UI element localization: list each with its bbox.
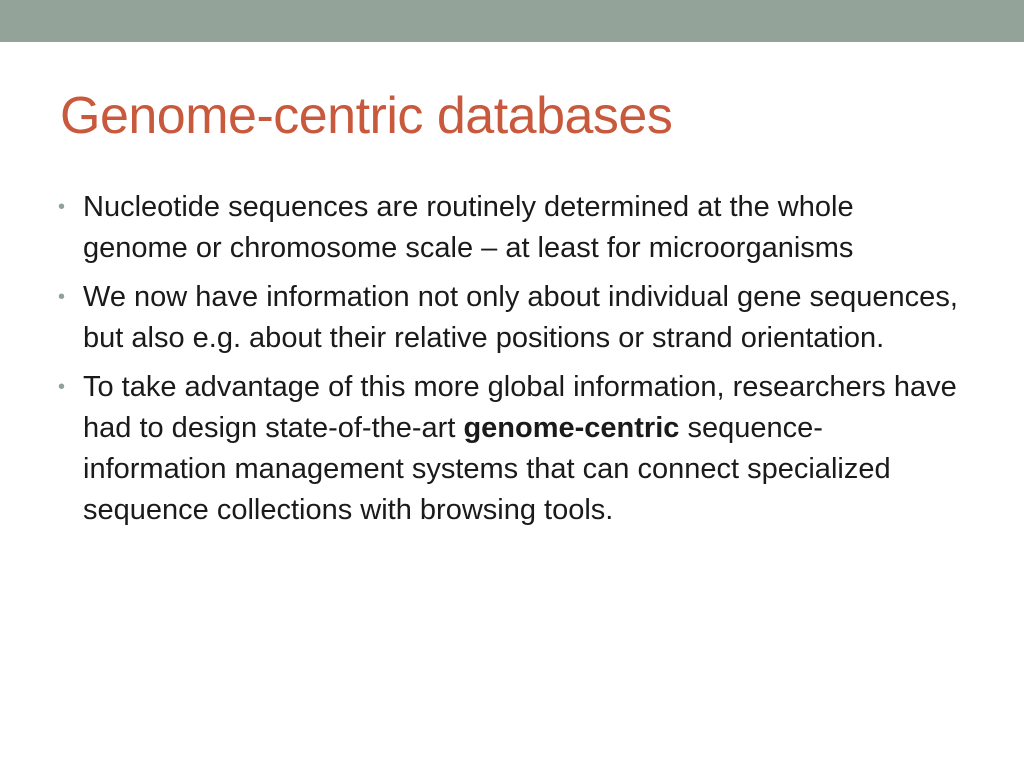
bullet-text-before: To take advantage of this more global information, researchers have had to design state-of-the-art <box>83 371 957 444</box>
top-accent-bar <box>0 0 1024 42</box>
bullet-text-after: sequence-information management systems that can connect specialized sequence collections with browsing tools. <box>83 412 891 526</box>
bullet-text: Nucleotide sequences are routinely determined at the whole genome or chromosome scale – at least for microorganisms <box>83 191 854 264</box>
bullet-item-sequencing <box>58 187 958 269</box>
bullet-text: We now have information not only about individual gene sequences, but also e.g. about their relative positions or strand orientation. <box>83 281 958 354</box>
bullet-list <box>58 187 958 539</box>
bullet-dot-icon: • <box>58 376 66 398</box>
bullet-item-gene-information <box>58 277 958 359</box>
bullet-dot-icon: • <box>58 286 66 308</box>
bold-term-genome-centric: genome-centric <box>463 412 680 444</box>
bullet-dot-icon: • <box>58 196 66 218</box>
bullet-text <box>83 367 958 531</box>
bullet-item-genome-centric-systems <box>58 367 958 531</box>
slide-title: Genome-centric databases <box>60 87 673 145</box>
